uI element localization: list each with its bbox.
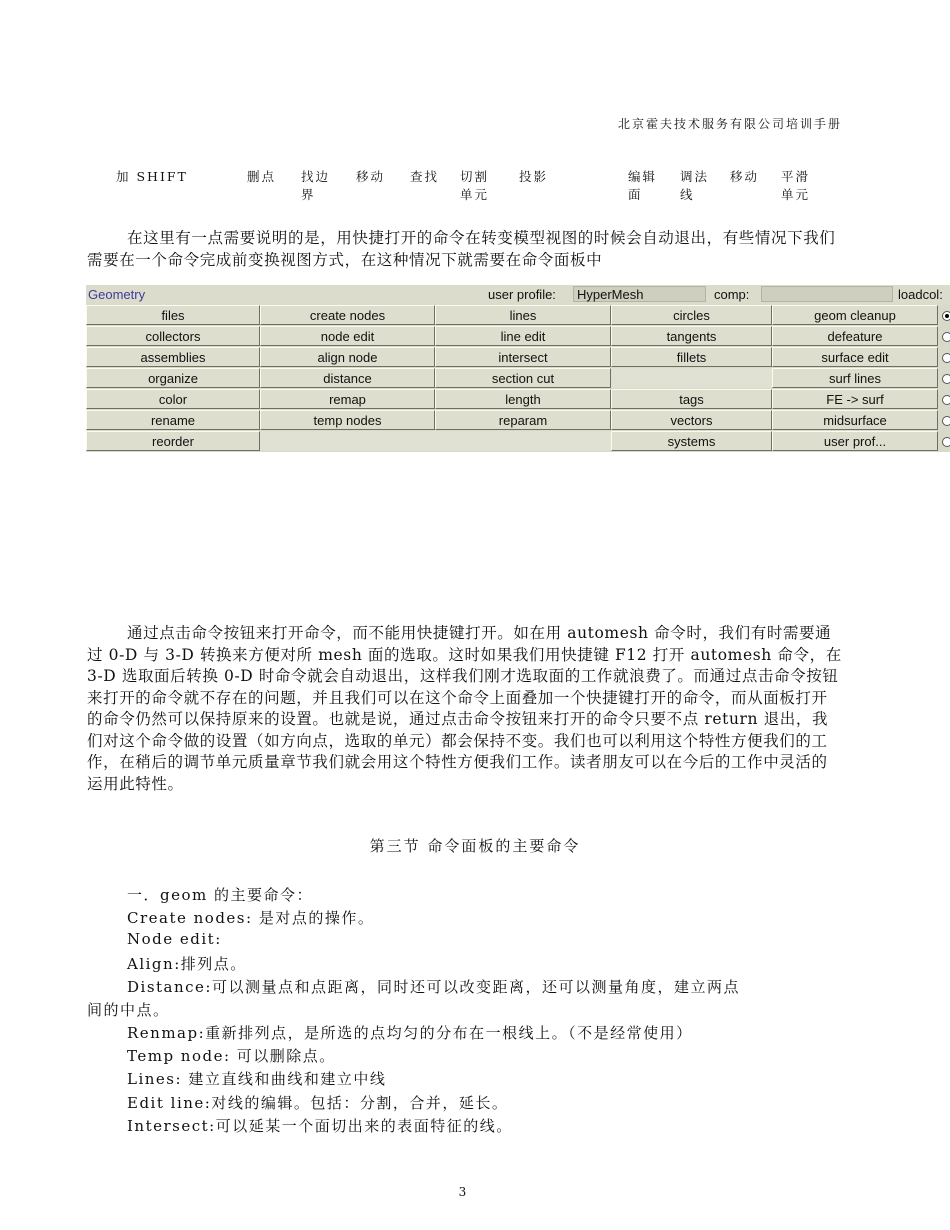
panel-radio[interactable] [942,416,950,426]
shortcut-label: 投影 [519,169,549,184]
surf-lines-button[interactable]: surf lines [772,368,938,388]
lines-button[interactable]: lines [435,305,611,325]
rename-button[interactable]: rename [86,410,260,430]
assemblies-button[interactable]: assemblies [86,347,260,367]
section-cut-button[interactable]: section cut [435,368,611,388]
color-button[interactable]: color [86,389,260,409]
shortcut-label: 平滑 单元 [781,169,811,202]
reparam-button[interactable]: reparam [435,410,611,430]
comp-label: comp: [714,287,750,302]
remap-button[interactable]: remap [260,389,435,409]
section-title: 第三节 命令面板的主要命令 [369,837,581,855]
panel-radio-geom[interactable] [942,311,950,321]
list-item: Node edit: [127,930,222,948]
fe-to-surf-button[interactable]: FE -> surf [772,389,938,409]
shortcut-label: 调法 线 [680,169,710,202]
loadcol-label: loadcol: [898,287,943,302]
geometry-command-panel [86,285,950,452]
panel-title-bar [86,285,950,305]
list-item: Align:排列点。 [127,955,247,973]
list-item: Intersect:可以延某一个面切出来的表面特征的线。 [127,1117,513,1135]
fillets-button[interactable]: fillets [611,347,772,367]
list-item: Distance:可以测量点和点距离，同时还可以改变距离，还可以测量角度，建立两点 [127,978,740,996]
align-node-button[interactable]: align node [260,347,435,367]
geom-cleanup-button[interactable]: geom cleanup [772,305,938,325]
create-nodes-button[interactable]: create nodes [260,305,435,325]
comp-field[interactable] [761,286,893,302]
user-profile-field[interactable]: HyperMesh [573,286,706,302]
page-number: 3 [458,1185,467,1199]
tangents-button[interactable]: tangents [611,326,772,346]
line-edit-button[interactable]: line edit [435,326,611,346]
surface-edit-button[interactable]: surface edit [772,347,938,367]
user-prof-button[interactable]: user prof... [772,431,938,451]
shortcut-key-row [0,168,950,208]
user-profile-label: user profile: [488,287,556,302]
list-item-continued: 间的中点。 [87,1001,170,1019]
midsurface-button[interactable]: midsurface [772,410,938,430]
circles-button[interactable]: circles [611,305,772,325]
list-item: Temp node: 可以删除点。 [127,1047,336,1065]
shortcut-label: 查找 [410,169,440,184]
paragraph-intro: 在这里有一点需要说明的是，用快捷打开的命令在转变模型视图的时候会自动退出，有些情况下我们需要在一个命令完成前变换视图方式，在这种情况下就需要在命令面板中 [87,229,836,269]
empty-slot [611,368,772,388]
shortcut-label: 切割 单元 [460,169,490,202]
shortcut-label: 找边 界 [301,169,331,202]
intersect-button[interactable]: intersect [435,347,611,367]
list-item: Renmap:重新排列点，是所选的点均匀的分布在一根线上。（不是经常使用） [127,1024,693,1042]
files-button[interactable]: files [86,305,260,325]
reorder-button[interactable]: reorder [86,431,260,451]
defeature-button[interactable]: defeature [772,326,938,346]
tags-button[interactable]: tags [611,389,772,409]
panel-radio[interactable] [942,332,950,342]
list-item: Create nodes: 是对点的操作。 [127,909,375,927]
organize-button[interactable]: organize [86,368,260,388]
panel-radio[interactable] [942,437,950,447]
node-edit-button[interactable]: node edit [260,326,435,346]
shortcut-label: 移动 [356,169,386,184]
distance-button[interactable]: distance [260,368,435,388]
shortcut-label: 加 SHIFT [116,169,188,184]
length-button[interactable]: length [435,389,611,409]
list-heading: 一．geom 的主要命令： [127,886,314,904]
vectors-button[interactable]: vectors [611,410,772,430]
page-header: 北京霍夫技术服务有限公司培训手册 [617,117,842,131]
paragraph-body: 通过点击命令按钮来打开命令，而不能用快捷键打开。如在用 automesh 命令时，我们有时需要通过 0-D 与 3-D 转换来方便对所 mesh 面的选取。这时如果我们用快捷键 F12 打开 automesh 命令，在 3-D 选取面后转换 0-D 时命令就会自动退出，这样我们刚才选取面的工作就浪费了。而通过点击命令按钮来打开的命令就不存在的问题，并且我们可以在这个命令上面叠加一个快捷键打开的命令，而从面板打开的命令仍然可以保持原来的设置。也就是说，通过点击命令按钮来打开的命令只要不点 return 退出，我们对这个命令做的设置（如方向点，选取的单元）都会保持不变。我们也可以利用这个特性方便我们的工作，在稍后的调节单元质量章节我们就会用这个特性方便我们工作。读者朋友可以在今后的工作中灵活的运用此特性。 [87,624,842,793]
systems-button[interactable]: systems [611,431,772,451]
shortcut-label: 移动 [730,169,760,184]
shortcut-label: 删点 [247,169,277,184]
list-item: Lines: 建立直线和曲线和建立中线 [127,1070,387,1088]
panel-title: Geometry [88,287,146,302]
panel-radio[interactable] [942,374,950,384]
collectors-button[interactable]: collectors [86,326,260,346]
temp-nodes-button[interactable]: temp nodes [260,410,435,430]
empty-slot [260,431,611,451]
panel-radio[interactable] [942,353,950,363]
shortcut-label: 编辑 面 [628,169,658,202]
panel-radio[interactable] [942,395,950,405]
list-item: Edit line:对线的编辑。包括：分割，合并，延长。 [127,1094,509,1112]
